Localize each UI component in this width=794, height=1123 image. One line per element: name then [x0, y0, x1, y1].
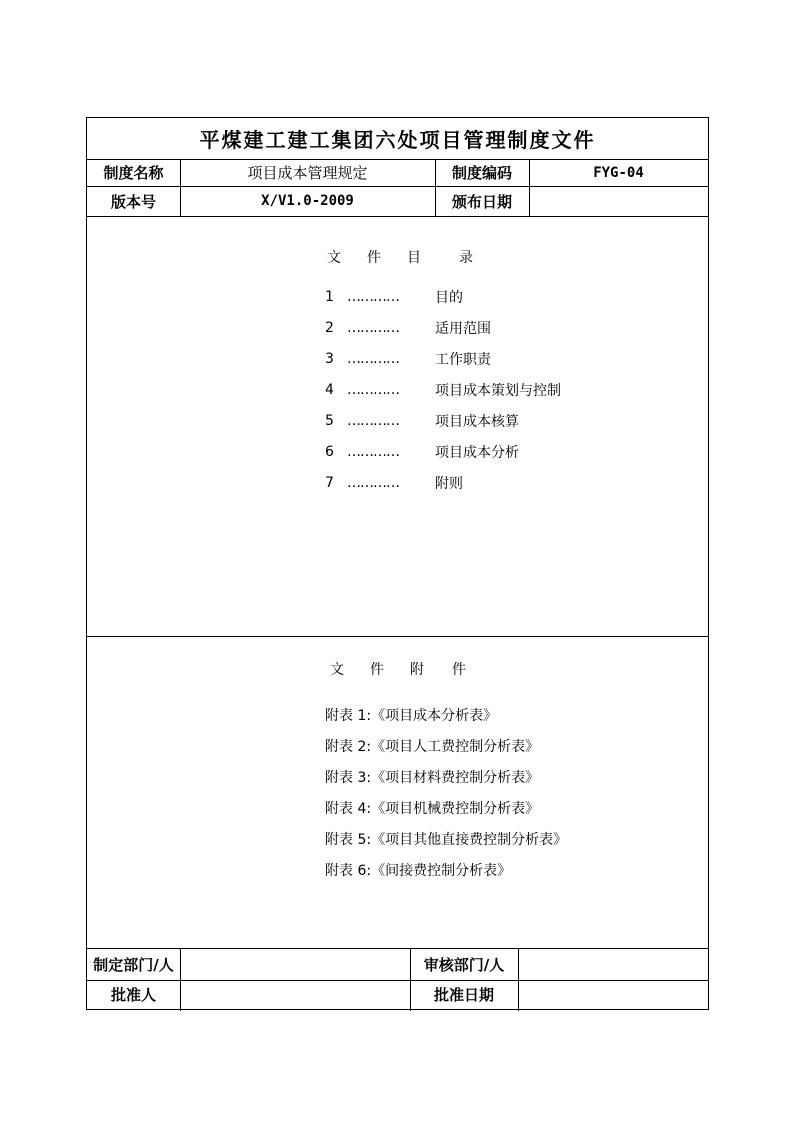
toc-item: 1 ………… 目的: [325, 289, 463, 306]
review-dept-value: [518, 948, 708, 980]
attachment-item: 附表 4:《项目机械费控制分析表》: [325, 801, 540, 817]
attachment-item: 附表 1:《项目成本分析表》: [325, 708, 498, 724]
attachment-item: 附表 5:《项目其他直接费控制分析表》: [325, 832, 568, 848]
version-value: X/V1.0-2009: [261, 193, 354, 209]
system-code-value: FYG-04: [593, 164, 644, 181]
attachment-item: 附表 3:《项目材料费控制分析表》: [325, 770, 540, 786]
system-name-value: 项目成本管理规定: [247, 164, 368, 182]
toc-title: 文 件 目 录: [327, 250, 473, 266]
issue-date-value: [529, 186, 708, 216]
version-label: 版本号: [110, 192, 156, 211]
divider: [87, 636, 708, 637]
attachment-item: 附表 2:《项目人工费控制分析表》: [325, 739, 540, 755]
document-frame: [86, 117, 709, 1010]
review-dept-label: 审核部门/人: [423, 955, 505, 974]
approval-date-label: 批准日期: [433, 986, 494, 1004]
issue-date-label: 颁布日期: [451, 192, 512, 211]
system-code-label: 制度编码: [451, 164, 512, 182]
approver-value: [180, 980, 410, 1009]
system-name-label: 制度名称: [103, 164, 164, 182]
document-title: 平煤建工建工集团六处项目管理制度文件: [199, 128, 596, 152]
toc-item: 7 ………… 附则: [325, 475, 463, 492]
toc-item: 2 ………… 适用范围: [325, 320, 491, 337]
toc-item: 4 ………… 项目成本策划与控制: [325, 382, 561, 399]
approver-label: 批准人: [110, 986, 156, 1004]
attachment-item: 附表 6:《间接费控制分析表》: [325, 863, 512, 879]
approval-date-value: [518, 980, 708, 1009]
toc-item: 6 ………… 项目成本分析: [325, 444, 519, 461]
drafting-dept-value: [180, 948, 410, 980]
divider: [87, 216, 708, 217]
drafting-dept-label: 制定部门/人: [93, 955, 174, 974]
attachments-title: 文 件 附 件: [330, 662, 466, 678]
toc-item: 3 ………… 工作职责: [325, 351, 491, 368]
toc-item: 5 ………… 项目成本核算: [325, 413, 519, 430]
